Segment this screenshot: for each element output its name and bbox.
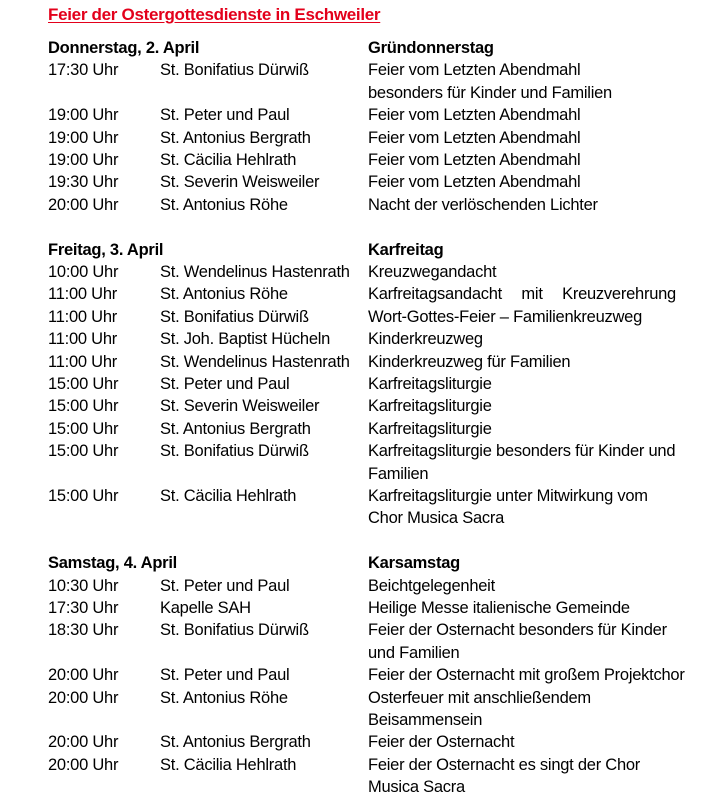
- service-time: 11:00 Uhr: [48, 285, 117, 304]
- service-description: Karfreitagsliturgie: [368, 419, 492, 438]
- service-time: 20:00 Uhr: [48, 666, 119, 685]
- service-time: 11:00 Uhr: [48, 352, 117, 371]
- service-time: 19:00 Uhr: [48, 106, 119, 125]
- service-location: St. Wendelinus Hastenrath: [160, 263, 350, 281]
- service-row: [0, 194, 727, 216]
- service-time: 20:00 Uhr: [48, 733, 119, 752]
- service-description: Chor Musica Sacra: [368, 509, 505, 528]
- service-description: Karfreitagsliturgie unter Mitwirkung vom: [368, 487, 648, 505]
- service-location: St. Cäcilia Hehlrath: [160, 487, 297, 505]
- service-time: 11:00 Uhr: [48, 307, 117, 326]
- service-time: 17:30 Uhr: [48, 599, 119, 617]
- service-description: Wort-Gottes-Feier – Familienkreuzweg: [368, 307, 643, 326]
- service-description: Beichtgelegenheit: [368, 576, 495, 595]
- service-location: St. Peter und Paul: [160, 106, 290, 125]
- service-row: [0, 261, 727, 283]
- service-row: [0, 127, 727, 149]
- service-location: St. Cäcilia Hehlrath: [160, 755, 297, 774]
- service-description: Feier der Osternacht: [368, 733, 515, 752]
- service-row-continuation: [0, 709, 727, 731]
- service-location: St. Severin Weisweiler: [160, 397, 320, 416]
- service-row: [0, 149, 727, 171]
- service-description: Beisammensein: [368, 711, 483, 729]
- service-description: und Familien: [368, 643, 460, 662]
- service-location: St. Severin Weisweiler: [160, 173, 320, 192]
- service-time: 20:00 Uhr: [48, 755, 119, 774]
- service-row: [0, 283, 727, 305]
- service-description: Feier der Osternacht mit großem Projektchor: [368, 666, 685, 685]
- document-title: Feier der Ostergottesdienste in Eschweiler: [48, 5, 381, 24]
- service-time: 18:30 Uhr: [48, 621, 119, 640]
- service-location: St. Bonifatius Dürwiß: [160, 442, 309, 461]
- service-row: [0, 351, 727, 373]
- day-name: Gründonnerstag: [368, 39, 494, 57]
- service-location: St. Bonifatius Dürwiß: [160, 61, 309, 80]
- service-time: 17:30 Uhr: [48, 61, 119, 80]
- service-row-continuation: [0, 82, 727, 104]
- service-description: Feier vom Letzten Abendmahl: [368, 128, 581, 147]
- service-row: [0, 731, 727, 753]
- service-row: [0, 575, 727, 597]
- service-location: St. Peter und Paul: [160, 576, 290, 595]
- service-time: 15:00 Uhr: [48, 419, 119, 438]
- description-word: Karfreitagsandacht: [368, 285, 503, 304]
- service-row: [0, 373, 727, 395]
- service-location: St. Antonius Röhe: [160, 285, 288, 304]
- service-row: [0, 619, 727, 641]
- service-location: St. Joh. Baptist Hücheln: [160, 330, 331, 349]
- service-description: Musica Sacra: [368, 778, 465, 797]
- service-description: Karfreitagsliturgie: [368, 397, 492, 416]
- service-row: [0, 440, 727, 462]
- day-name: Karsamstag: [368, 554, 460, 573]
- service-row-continuation: [0, 463, 727, 485]
- service-location: St. Antonius Bergrath: [160, 733, 311, 752]
- service-location: St. Peter und Paul: [160, 375, 290, 393]
- day-header: [0, 37, 727, 59]
- service-row-continuation: [0, 776, 727, 798]
- service-time: 19:00 Uhr: [48, 128, 119, 147]
- day-date: Samstag, 4. April: [48, 554, 178, 573]
- service-time: 20:00 Uhr: [48, 195, 119, 214]
- service-time: 15:00 Uhr: [48, 487, 119, 505]
- service-time: 19:00 Uhr: [48, 151, 119, 169]
- service-location: St. Bonifatius Dürwiß: [160, 307, 309, 326]
- service-time: 19:30 Uhr: [48, 173, 119, 192]
- service-time: 15:00 Uhr: [48, 397, 119, 416]
- service-row: [0, 171, 727, 193]
- service-location: St. Antonius Bergrath: [160, 419, 311, 438]
- service-description: [368, 283, 676, 305]
- service-row: [0, 59, 727, 81]
- service-description: Familien: [368, 464, 429, 483]
- service-row: [0, 687, 727, 709]
- service-description: Kinderkreuzweg: [368, 330, 483, 349]
- service-location: St. Cäcilia Hehlrath: [160, 151, 297, 169]
- service-location: St. Antonius Bergrath: [160, 128, 311, 147]
- service-location: St. Wendelinus Hastenrath: [160, 352, 350, 371]
- service-description: Karfreitagsliturgie: [368, 375, 492, 393]
- description-word: mit: [521, 285, 543, 304]
- service-row: [0, 306, 727, 328]
- service-time: 10:30 Uhr: [48, 576, 119, 595]
- description-word: Kreuzverehrung: [562, 285, 676, 304]
- service-description: Feier vom Letzten Abendmahl: [368, 151, 581, 169]
- service-description: Kreuzwegandacht: [368, 263, 497, 281]
- service-description: Feier vom Letzten Abendmahl: [368, 106, 581, 125]
- service-time: 10:00 Uhr: [48, 263, 119, 281]
- service-row: [0, 664, 727, 686]
- service-time: 20:00 Uhr: [48, 688, 119, 707]
- service-description: Nacht der verlöschenden Lichter: [368, 195, 598, 214]
- service-description: besonders für Kinder und Familien: [368, 83, 612, 102]
- service-row: [0, 104, 727, 126]
- service-location: St. Antonius Röhe: [160, 195, 288, 214]
- service-row: [0, 754, 727, 776]
- service-description: Osterfeuer mit anschließendem: [368, 688, 591, 707]
- service-description: Karfreitagsliturgie besonders für Kinder und: [368, 442, 676, 461]
- service-location: St. Antonius Röhe: [160, 688, 288, 707]
- service-time: 15:00 Uhr: [48, 375, 119, 393]
- service-description: Heilige Messe italienische Gemeinde: [368, 599, 630, 617]
- service-row: [0, 395, 727, 417]
- service-location: St. Bonifatius Dürwiß: [160, 621, 309, 640]
- service-time: 11:00 Uhr: [48, 330, 117, 349]
- service-row: [0, 328, 727, 350]
- service-description: Feier der Osternacht besonders für Kinder: [368, 621, 667, 640]
- service-description: Kinderkreuzweg für Familien: [368, 352, 571, 371]
- service-row-continuation: [0, 642, 727, 664]
- service-description: Feier vom Letzten Abendmahl: [368, 173, 581, 192]
- day-name: Karfreitag: [368, 240, 444, 259]
- service-location: St. Peter und Paul: [160, 666, 290, 685]
- service-row: [0, 418, 727, 440]
- service-description: Feier der Osternacht es singt der Chor: [368, 755, 641, 774]
- service-row: [0, 485, 727, 507]
- day-date: Freitag, 3. April: [48, 240, 164, 259]
- service-location: Kapelle SAH: [160, 599, 251, 617]
- service-description: Feier vom Letzten Abendmahl: [368, 61, 581, 80]
- day-date: Donnerstag, 2. April: [48, 39, 200, 57]
- service-row: [0, 597, 727, 619]
- day-header: [0, 239, 727, 261]
- day-header: [0, 552, 727, 574]
- service-row-continuation: [0, 507, 727, 529]
- service-time: 15:00 Uhr: [48, 442, 119, 461]
